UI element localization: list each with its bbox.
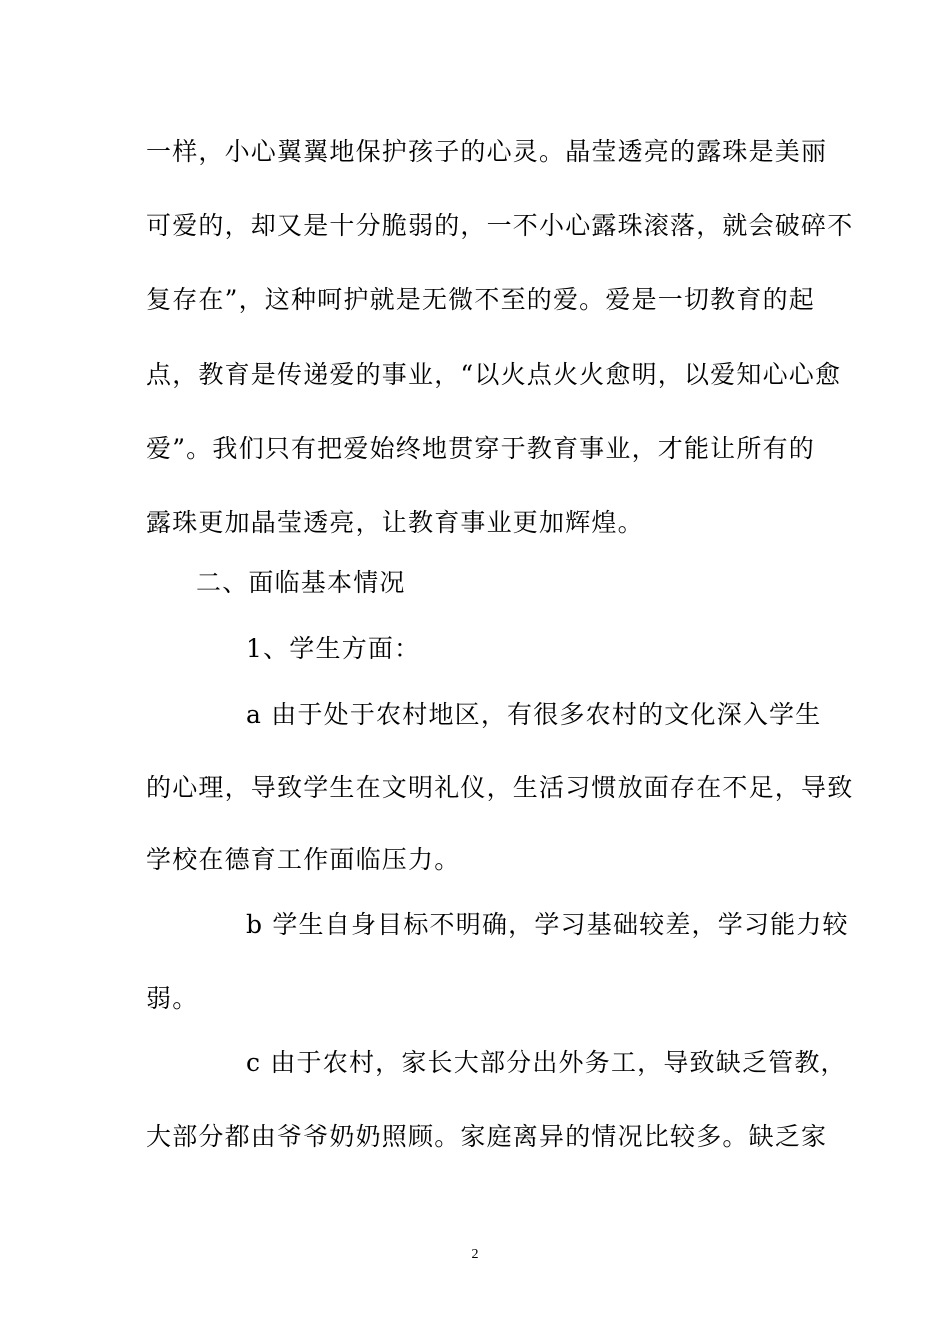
paragraph-line: a 由于处于农村地区，有很多农村的文化深入学生 <box>246 700 822 729</box>
paragraph-line: 爱”。我们只有把爱始终地贯穿于教育事业，才能让所有的 <box>146 434 815 463</box>
paragraph-line: 的心理，导致学生在文明礼仪，生活习惯放面存在不足，导致 <box>146 773 854 802</box>
subsection-heading: 1、学生方面： <box>246 634 421 663</box>
paragraph-line: c 由于农村，家长大部分出外务工，导致缺乏管教， <box>246 1048 847 1077</box>
paragraph-line: 露珠更加晶莹透亮，让教育事业更加辉煌。 <box>146 508 644 537</box>
section-heading: 二、面临基本情况 <box>196 568 406 597</box>
paragraph-line: 复存在”，这种呵护就是无微不至的爱。爱是一切教育的起 <box>146 285 815 314</box>
paragraph-line: 学校在德育工作面临压力。 <box>146 845 461 874</box>
paragraph-line: 点，教育是传递爱的事业，“以火点火火愈明，以爱知心心愈 <box>146 360 842 389</box>
paragraph-line: 大部分都由爷爷奶奶照顾。家庭离异的情况比较多。缺乏家 <box>146 1122 828 1151</box>
paragraph-line: 弱。 <box>146 984 199 1013</box>
paragraph-line: b 学生自身目标不明确，学习基础较差，学习能力较 <box>246 910 849 939</box>
paragraph-line: 一样，小心翼翼地保护孩子的心灵。晶莹透亮的露珠是美丽 <box>146 137 828 166</box>
page-number: 2 <box>471 1247 479 1262</box>
paragraph-line: 可爱的，却又是十分脆弱的，一不小心露珠滚落，就会破碎不 <box>146 211 854 240</box>
